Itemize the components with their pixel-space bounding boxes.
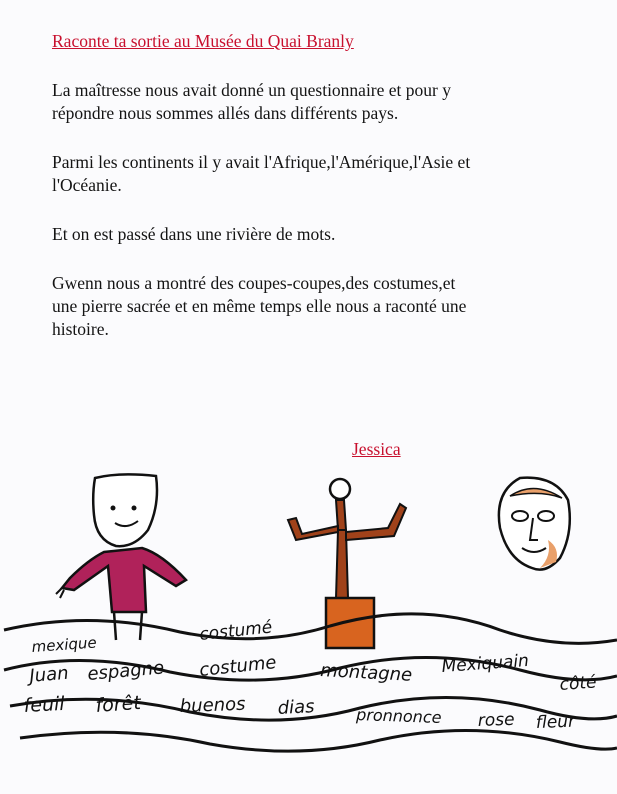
paragraph-questionnaire [52,79,572,125]
river-word: costume [198,651,278,681]
river-word: fleur [535,711,576,733]
paragraph-river [52,223,572,246]
river-word: mexique [31,633,98,656]
text-line: Et on est passé dans une rivière de mots. [52,224,336,244]
page-title: Raconte ta sortie au Musée du Quai Branly [52,31,354,51]
person-eye-right [132,506,137,511]
river-word: Juan [28,662,70,687]
person-hand [56,588,64,598]
paragraph-continents [52,151,572,197]
river-word: montagne [319,660,413,686]
river-word: feuil [23,692,66,717]
text-line: répondre nous sommes allés dans différents pays. [52,103,399,123]
statue-body [336,500,348,598]
text-line: La maîtresse nous avait donné un questionnaire et pour y [52,80,451,100]
text-line: histoire. [52,319,109,339]
river-word: buenos [179,693,246,717]
mask-eye-left [512,511,528,521]
person-head [93,474,157,546]
person-legs [114,612,142,640]
person-eye-left [111,506,116,511]
river-band-4 [20,730,617,751]
text-line: Gwenn nous a montré des coupes-coupes,des costumes,et [52,273,456,293]
signature: Jessica [352,439,401,459]
statue-pedestal [326,598,374,648]
person-figure [56,474,186,640]
river-word: Mexiquain [440,650,530,677]
river-word: forêt [94,691,142,717]
statue-arm-left [288,518,338,540]
paragraph-gwenn [52,272,572,341]
text-line: une pierre sacrée et en même temps elle nous a raconté une [52,296,467,316]
river-word: côté [558,672,598,695]
river-word: rose [477,709,515,731]
text-line: Parmi les continents il y avait l'Afrique,l'Amérique,l'Asie et [52,152,471,172]
mask-eye-right [538,511,554,521]
river-word: costumé [198,617,274,645]
child-drawing [0,460,617,794]
river-word: dias [277,696,316,719]
mask-figure [499,478,570,570]
statue-head [330,479,350,499]
statue-arm-right [346,504,406,540]
river-word: espagne [86,657,165,685]
text-line: l'Océanie. [52,175,122,195]
person-shirt [62,548,186,612]
river-word: pronnonce [355,705,442,727]
